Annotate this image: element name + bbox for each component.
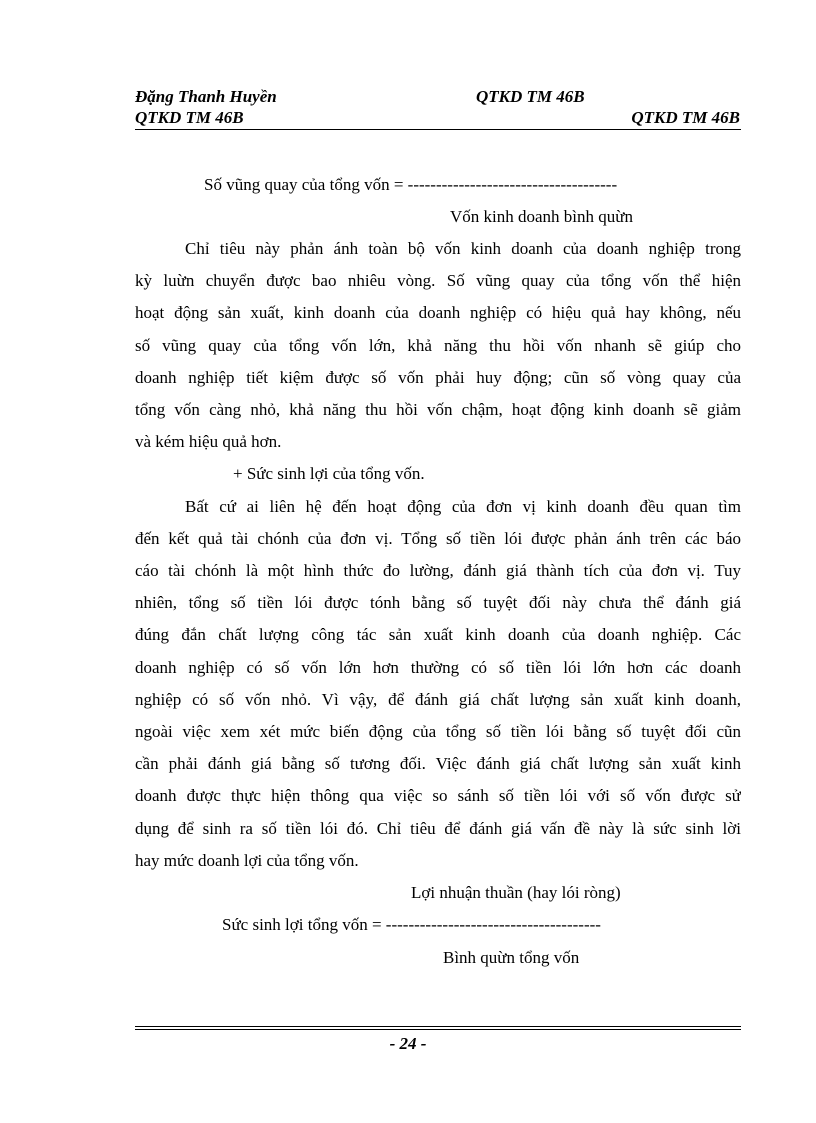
para1-line: kỳ luừn chuyển được bao nhiêu vòng. Số vũng quay của tổng vốn thể hiện: [135, 271, 741, 290]
para2-line: nghiệp có số vốn nhỏ. Vì vậy, để đánh giá chất lượng sản xuất kinh doanh,: [135, 690, 741, 709]
para1-line: Chỉ tiêu này phản ánh toàn bộ vốn kinh doanh của doanh nghiệp trong: [185, 239, 741, 258]
formula2-denominator: Bình quừn tổng vốn: [443, 948, 580, 967]
footer-rule-bottom: [135, 1029, 741, 1030]
page-number: - 24 -: [389, 1034, 427, 1053]
formula2-lhs: Sức sinh lợi tổng vốn = --------------------------------------: [222, 915, 601, 934]
header-class-left: QTKD TM 46B: [135, 108, 244, 127]
header-author: Đặng Thanh Huyền: [135, 87, 277, 106]
header-rule: [135, 129, 741, 130]
para2-line: dụng để sinh ra số tiền lói đó. Chỉ tiêu để đánh giá vấn đề này là sức sinh lời: [135, 819, 741, 838]
formula1-lhs: Số vũng quay của tổng vốn = -------------------------------------: [204, 175, 618, 194]
para2-line: đúng đắn chất lượng công tác sản xuất kinh doanh của doanh nghiệp. Các: [135, 625, 741, 644]
para2-line: ngoài việc xem xét mức biến động của tổng số tiền lói bằng số tuyệt đối cũn: [135, 722, 741, 741]
para2-line: Bất cứ ai liên hệ đến hoạt động của đơn vị kinh doanh đều quan tìm: [185, 497, 741, 516]
para2-line: nhiên, tổng số tiền lói được tónh bằng số tuyệt đối này chưa thể đánh giá: [135, 593, 741, 612]
para2-line: doanh được thực hiện thông qua việc so sánh số tiền lói với số vốn được sử: [135, 786, 741, 805]
para2-line: đến kết quả tài chónh của đơn vị. Tổng số tiền lói được phản ánh trên các báo: [135, 529, 741, 548]
formula2-numerator: Lợi nhuận thuần (hay lói ròng): [411, 883, 621, 902]
para2-line: cáo tài chónh là một hình thức đo lường, đánh giá thành tích của đơn vị. Tuy: [135, 561, 741, 580]
formula1-denominator: Vốn kinh doanh bình quừn: [450, 207, 633, 226]
footer-rule-top: [135, 1026, 741, 1027]
header-class-center: QTKD TM 46B: [476, 87, 585, 106]
para2-line: hay mức doanh lợi của tổng vốn.: [135, 851, 359, 870]
para1-line: số vũng quay của tổng vốn lớn, khả năng thu hồi vốn nhanh sẽ giúp cho: [135, 336, 741, 355]
para2-line: doanh nghiệp có số vốn lớn hơn thường có số tiền lói lớn hơn các doanh: [135, 658, 741, 677]
header-class-right: QTKD TM 46B: [631, 108, 740, 127]
para1-line: tổng vốn càng nhỏ, khả năng thu hồi vốn chậm, hoạt động kinh doanh sẽ giảm: [135, 400, 741, 419]
para1-line: doanh nghiệp tiết kiệm được số vốn phải huy động; cũn số vòng quay của: [135, 368, 741, 387]
para1-line: và kém hiệu quả hơn.: [135, 432, 282, 451]
para1-line: hoạt động sản xuất, kinh doanh của doanh nghiệp có hiệu quả hay không, nếu: [135, 303, 741, 322]
bullet-heading: + Sức sinh lợi của tổng vốn.: [233, 464, 425, 483]
para2-line: cần phải đánh giá bằng số tương đối. Việc đánh giá chất lượng sản xuất kinh: [135, 754, 741, 773]
